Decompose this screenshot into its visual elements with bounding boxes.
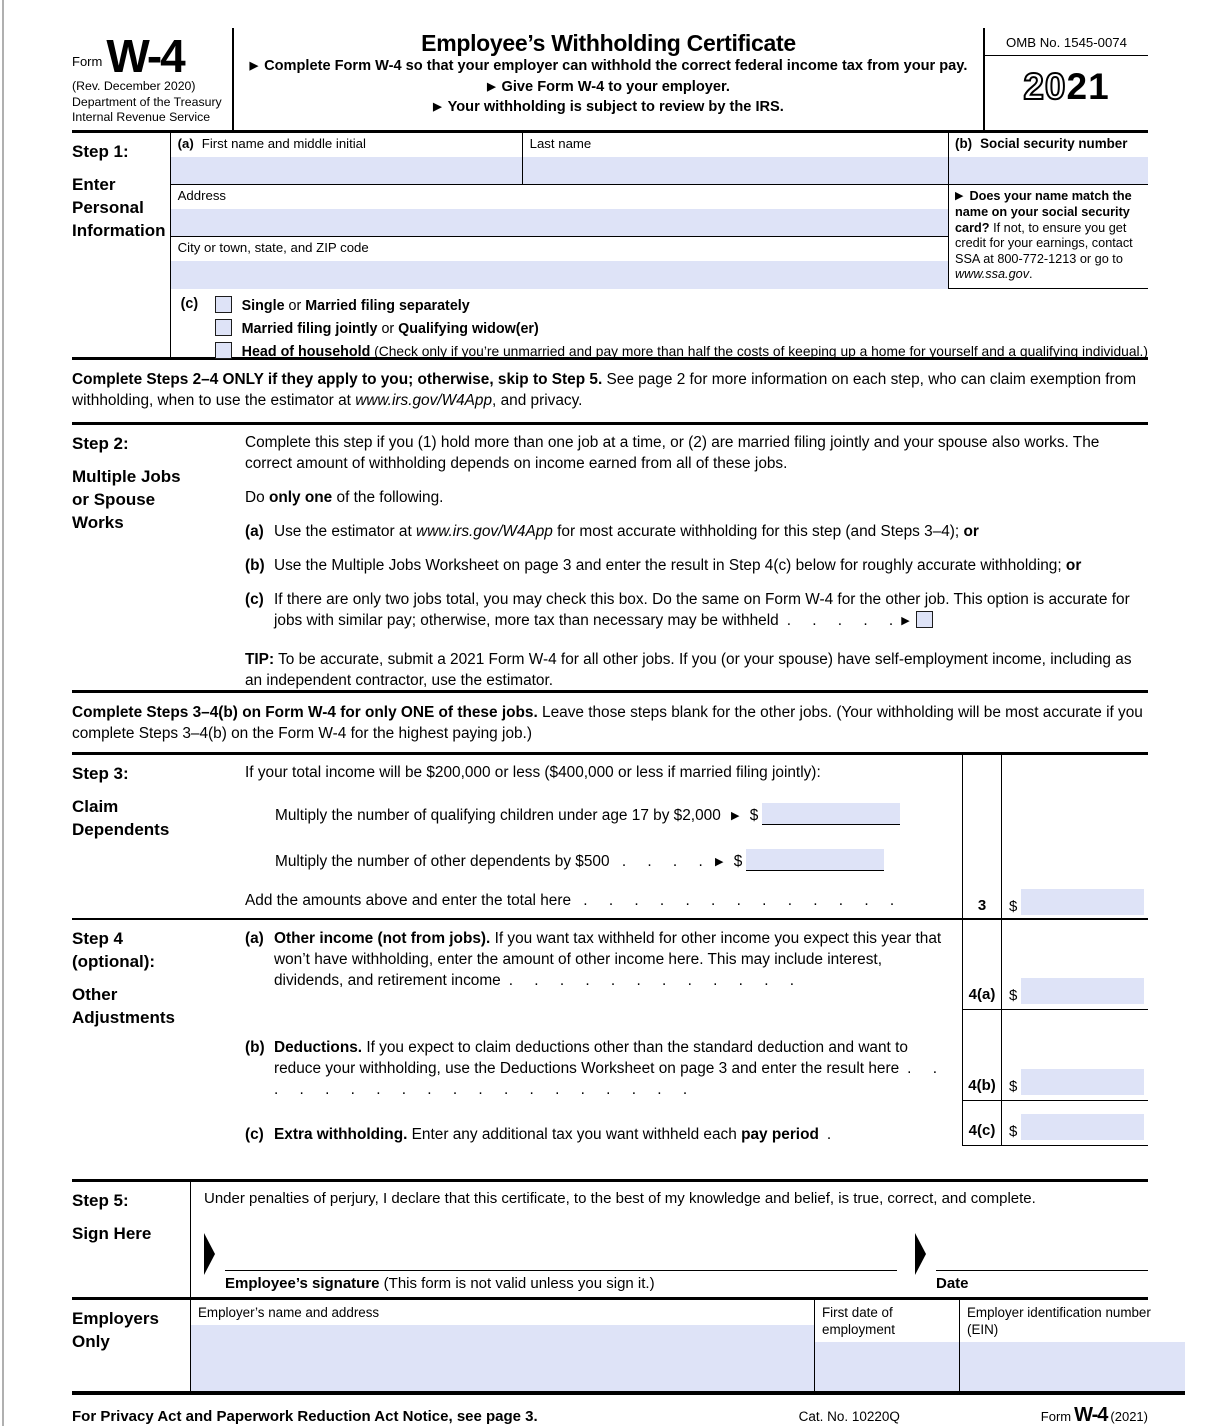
step3-total-cell: $ [1002,883,1148,920]
form-footer [72,1404,1148,1426]
extra-withholding-input[interactable] [1021,1114,1144,1140]
arrow-icon: ▶ [731,810,740,822]
married-filing-jointly-checkbox[interactable] [215,319,232,336]
omb-year-block [985,28,1148,130]
first-date-employment-input[interactable] [815,1342,959,1391]
signature-label: Employee’s signature (This form is not valid unless you sign it.) [225,1275,655,1292]
arrow-icon: ▶ [433,101,442,113]
dot-leader: . . . . . . . . . . . . . . . . . . . [274,1060,941,1098]
deductions-input[interactable] [1021,1069,1144,1095]
step2-option-c: (c) If there are only two jobs total, you may check this box. Do the same on Form W-4 for the other job. This option is accurate for jobs with similar pay; otherwise, more tax than necessary may be withheld . . . . . ▶ [245,591,1130,629]
step4a-line-number: 4(a) [962,920,1002,1010]
header-instruction-1: ▶ Complete Form W-4 so that your employer can withhold the correct federal income tax from your pay. [249,58,968,74]
single-checkbox[interactable] [215,296,232,313]
step5-section [72,1182,1148,1300]
step4a-amount-cell: $ [1002,920,1148,1010]
steps-3-4b-notice: Complete Steps 3–4(b) on Form W-4 for only ONE of these jobs. Leave those steps blank for the other jobs. (Your withholding will be most accurate if you complete Steps 3–4(b) on the Form W-4 for the highest paying job.) [72,693,1148,755]
step1-section [72,133,1148,360]
employers-only-label: Employers Only [72,1309,159,1351]
arrow-icon: ▶ [715,856,724,868]
head-of-household-checkbox[interactable] [215,342,232,359]
step2-intro: Complete this step if you (1) hold more than one job at a time, or (2) are married filing jointly and your spouse also works. The correct amount of withholding depends on income earned from all of these jobs. [245,434,1100,472]
tax-year: 2021 [1023,66,1110,107]
header-instruction-3: ▶ Your withholding is subject to review by the IRS. [433,99,784,115]
qualifying-children-line: Multiply the number of qualifying children under age 17 by $2,000 ▶ $ [245,791,962,837]
step4b-amount-cell: $ [1002,1010,1148,1101]
arrow-icon: ▶ [901,615,910,627]
step3-amtcol-spacer [1002,791,1148,837]
omb-number: OMB No. 1545-0074 [985,28,1148,56]
privacy-act-notice: For Privacy Act and Paperwork Reduction Act Notice, see page 3. [72,1408,538,1425]
form-number-logo: W-4 [106,30,184,82]
first-name-input[interactable] [171,157,522,184]
employer-name-address-input[interactable] [191,1325,814,1391]
dot-leader: . . . . . . . . . . . . . [583,892,899,909]
ein-label: Employer identification number (EIN) [967,1305,1151,1337]
filing-status-row-married-jointly: Married filing jointly or Qualifying widow(er) [215,319,1148,337]
step2-do-only-one: Do only one of the following. [245,489,444,506]
ssa-notice: ▶ Does your name match the name on your social security card? If not, to ensure you get credit for your earnings, contact SSA at 800-772-1213 or go to www.ssa.gov. [955,189,1133,282]
arrow-icon: ▶ [487,80,496,93]
other-dependents-line: Multiply the number of other dependents by $500 . . . . ▶ $ [245,837,962,883]
step3-numcol-spacer [962,755,1002,791]
form-footer-id: Form W-4 (2021) [1040,1404,1148,1426]
step1-sublabel: Enter Personal Information [72,175,166,240]
step4a-other-income: (a) Other income (not from jobs). If you want tax withheld for other income you expect this year that won’t have withholding, enter the amount of other income here. This may include interest, dividends, and retirement income . . . . . . . . . . . . [245,930,942,989]
step5-label: Step 5: [72,1191,129,1210]
ssn-input[interactable] [949,157,1148,184]
filing-status-row-single: Single or Married filing separately [215,296,1148,314]
address-label: Address [177,188,227,203]
last-name-input[interactable] [523,157,948,184]
step3-total-line: Add the amounts above and enter the total here . . . . . . . . . . . . . [245,892,899,909]
first-date-employment-label: First date of employment [822,1305,895,1337]
step3-numcol-spacer [962,791,1002,837]
address-input[interactable] [171,209,948,236]
arrow-icon: ▶ [955,190,964,202]
step4-label: Step 4 (optional): [72,929,156,971]
total-credits-amount-input[interactable] [1021,889,1144,915]
step2-option-a: (a) Use the estimator at www.irs.gov/W4App for most accurate withholding for this step (and Steps 3–4); or [245,523,979,540]
header-instruction-2: ▶ Give Form W-4 to your employer. [487,78,730,95]
other-income-input[interactable] [1021,978,1144,1004]
step3-intro: If your total income will be $200,000 or less ($400,000 or less if married filing jointly): [245,764,821,781]
dot-leader: . . . . . . . . . . . . [508,972,799,989]
form-title-block [232,28,985,130]
step2-section [72,425,1148,693]
step4b-deductions: (b) Deductions. If you expect to claim deductions other than the standard deduction and want to reduce your withholding, use the Deductions Worksheet on page 3 and enter the result here . . . . . . . . . . . . . . . . . . . [245,1039,941,1098]
step4c-line-number: 4(c) [962,1101,1002,1146]
signature-arrow-icon [204,1233,215,1275]
employer-name-address-label: Employer’s name and address [198,1305,380,1320]
step2-option-b: (b) Use the Multiple Jobs Worksheet on page 3 and enter the result in Step 4(c) below for roughly accurate withholding; or [245,557,1082,574]
step3-line-number: 3 [962,883,1002,920]
last-name-label: Last name [529,136,592,151]
dot-leader: . . . . . [786,612,898,629]
step4c-amount-cell: $ [1002,1101,1148,1146]
filing-status-row-head-of-household: Head of household (Check only if you’re unmarried and pay more than half the costs of keeping up a home for yourself and a qualifying individual.) [215,342,1148,360]
step5-sublabel: Sign Here [72,1224,152,1243]
step3-section [72,755,1148,920]
city-state-zip-input[interactable] [171,261,948,289]
employers-only-section [72,1300,1185,1395]
step1c-tag: (c) [180,296,199,312]
catalog-number: Cat. No. 10220Q [798,1409,900,1424]
step3-label: Step 3: [72,764,129,783]
qualifying-children-amount-input[interactable] [762,803,900,825]
step2-label: Step 2: [72,434,129,453]
date-line[interactable] [936,1233,1148,1271]
arrow-icon: ▶ [249,60,259,72]
step4b-line-number: 4(b) [962,1010,1002,1101]
form-department: Department of the Treasury [72,94,222,109]
first-name-label: (a) First name and middle initial [177,136,366,151]
form-header [72,28,1148,133]
form-identity-block [72,28,232,130]
page-title: Employee’s Withholding Certificate [421,30,796,56]
filing-status-area [171,289,1148,360]
date-label: Date [936,1275,969,1292]
other-dependents-amount-input[interactable] [746,849,884,871]
page-edge-line [2,0,4,1426]
dot-leader: . . . . [621,853,707,870]
two-jobs-checkbox[interactable] [916,611,933,628]
step2-tip: TIP: To be accurate, submit a 2021 Form W-4 for all other jobs. If you (or your spouse) have self-employment income, including as an independent contractor, use the estimator. [245,651,1132,689]
step3-numcol-spacer [962,837,1002,883]
ein-input[interactable] [960,1342,1185,1391]
steps-2-4-notice: Complete Steps 2–4 ONLY if they apply to you; otherwise, skip to Step 5. See page 2 for more information on each step, who can claim exemption from withholding, when to use the estimator at www.irs.gov/W4App, and privacy. [72,360,1148,425]
step4-section [72,920,1148,1182]
form-revision: (Rev. December 2020) [72,79,196,93]
form-agency: Internal Revenue Service [72,110,211,124]
step3-sublabel: Claim Dependents [72,797,170,839]
step4-sublabel: Other Adjustments [72,985,175,1027]
step2-sublabel: Multiple Jobs or Spouse Works [72,467,181,532]
city-state-zip-label: City or town, state, and ZIP code [177,240,369,255]
perjury-statement: Under penalties of perjury, I declare that this certificate, to the best of my knowledge and belief, is true, correct, and complete. [204,1190,1036,1207]
step4c-extra-withholding: (c) Extra withholding. Enter any additional tax you want withheld each pay period . [245,1126,836,1143]
step3-amtcol-spacer [1002,837,1148,883]
employee-signature-line[interactable] [225,1233,897,1271]
step3-amtcol-spacer [1002,755,1148,791]
date-arrow-icon [915,1233,926,1275]
ssn-label: (b) Social security number [955,136,1128,151]
form-word: Form [72,54,103,69]
step1-label: Step 1: [72,142,129,161]
dot-leader: . [826,1126,836,1143]
